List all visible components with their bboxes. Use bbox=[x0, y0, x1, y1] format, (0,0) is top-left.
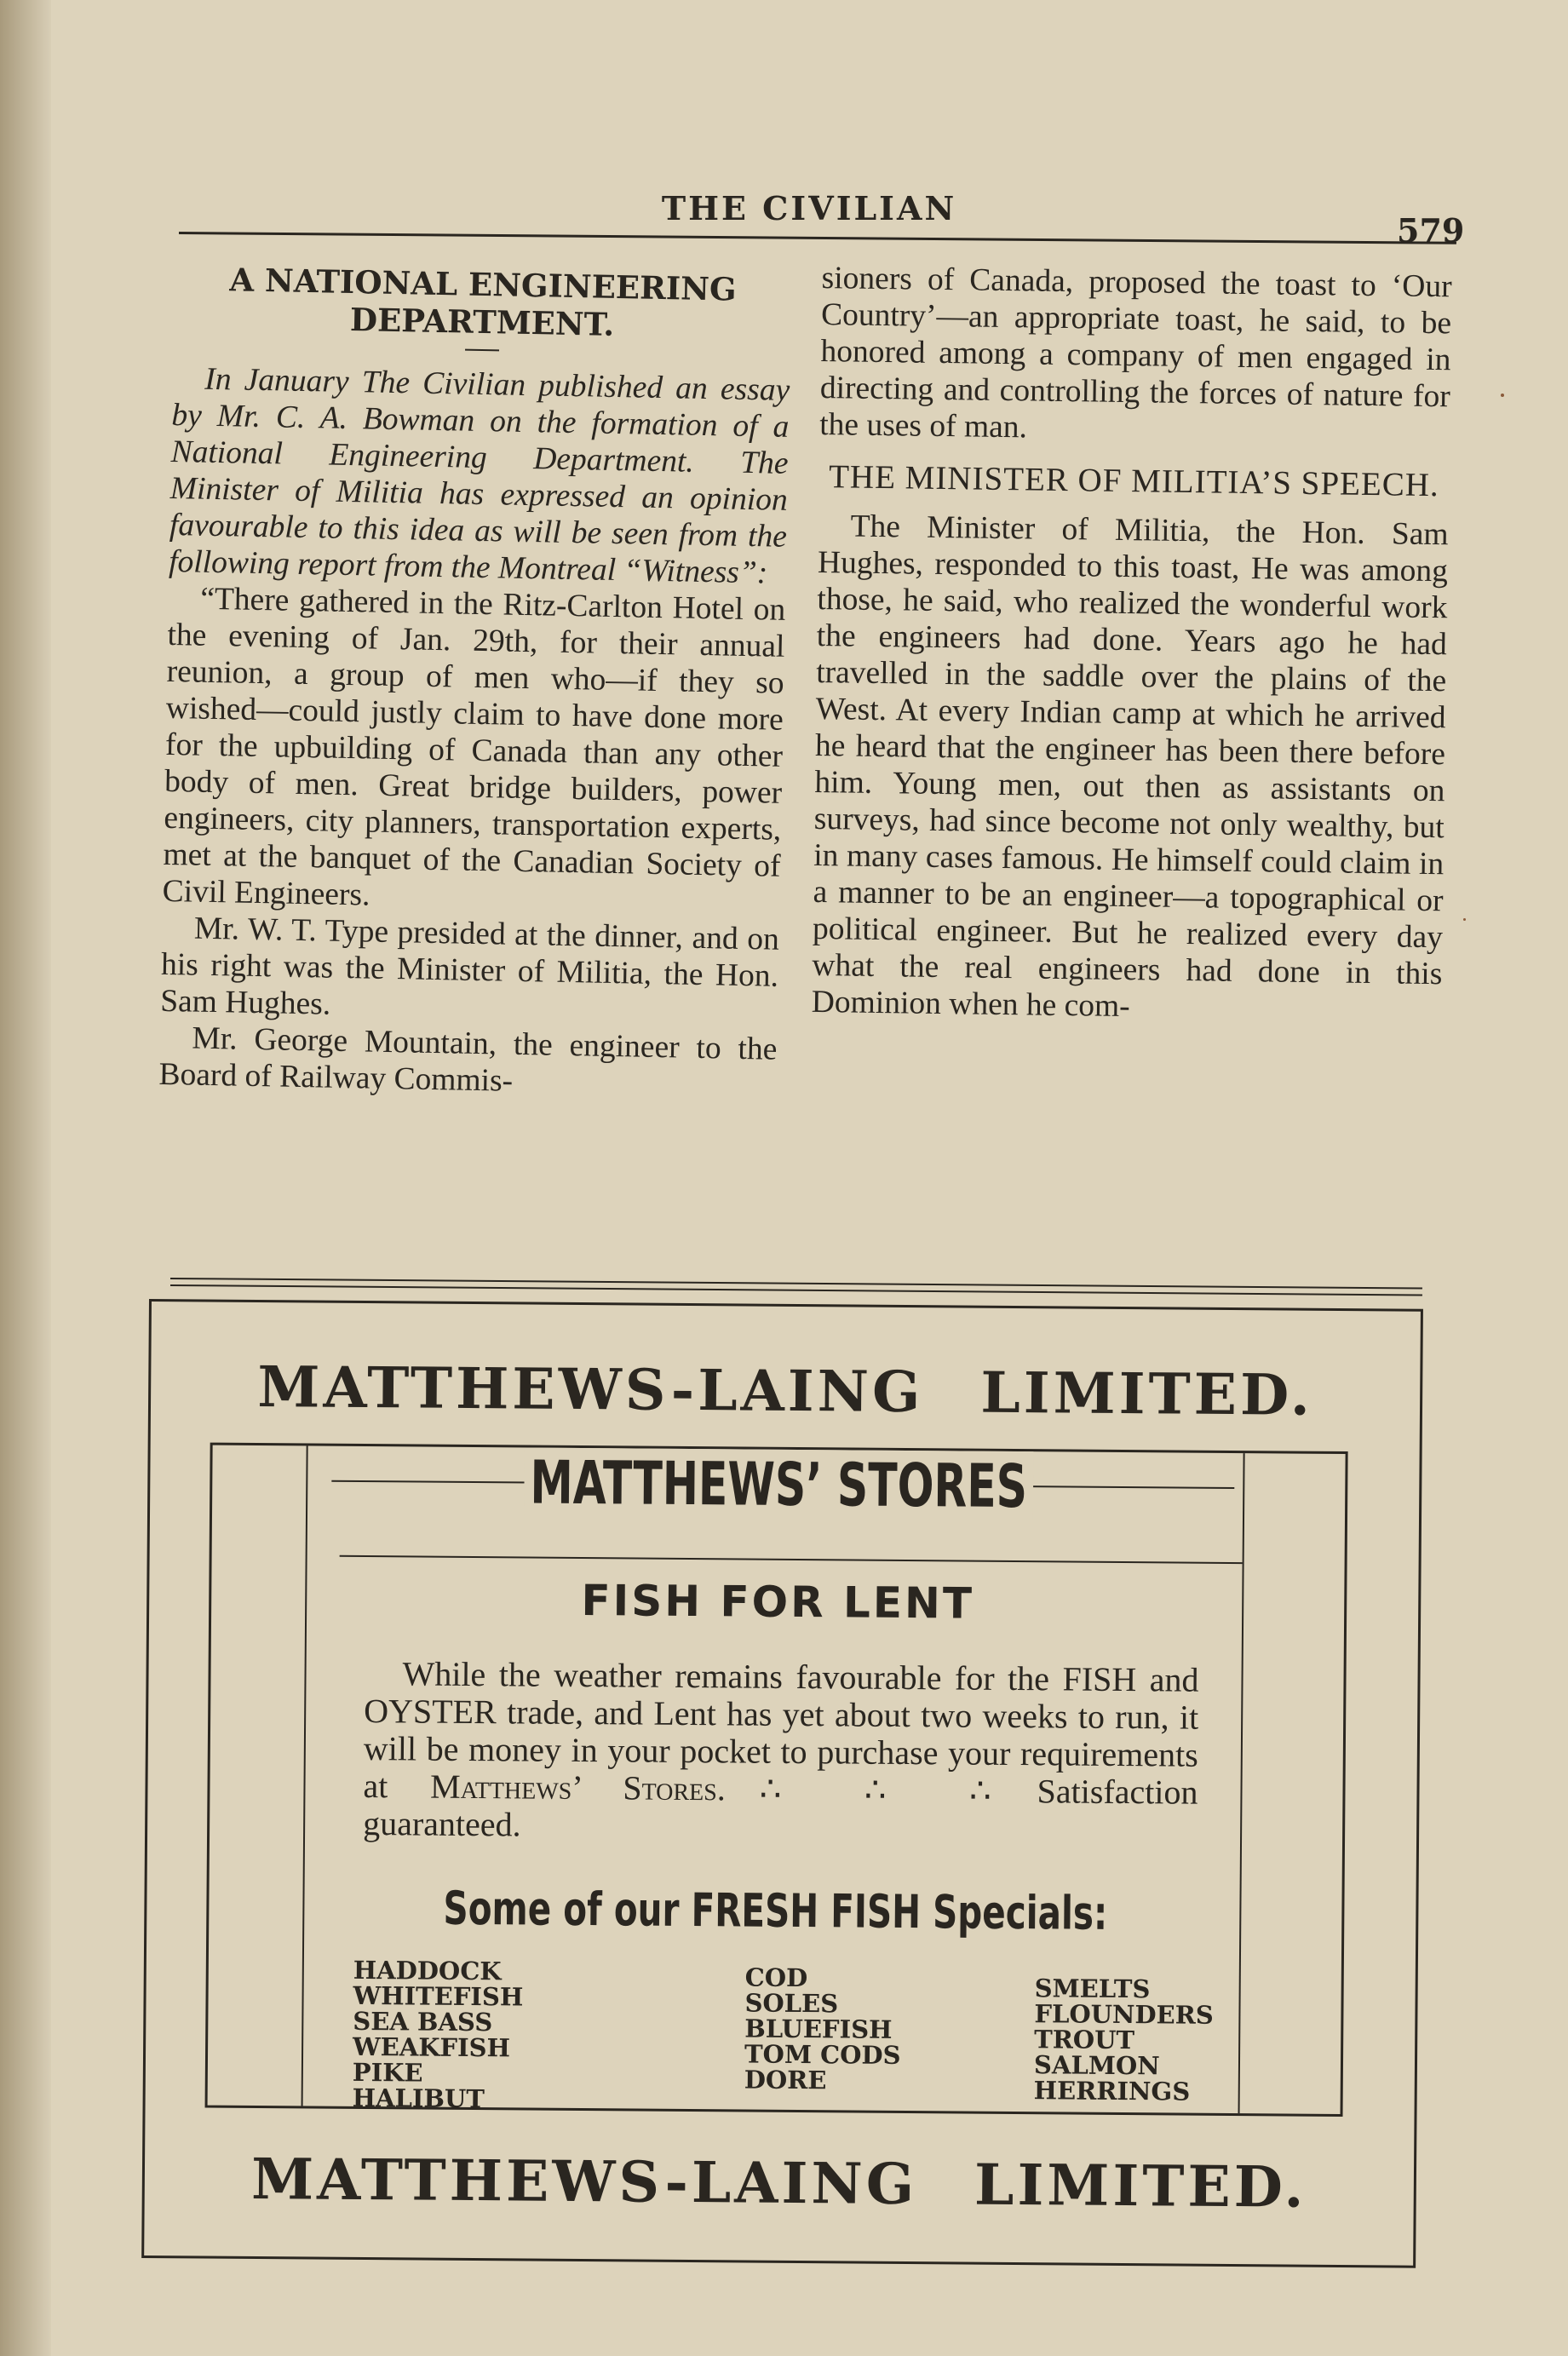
article-paragraph: Mr. W. T. Type presided at the dinner, and on his right was the Minister of Militia, the Hon. Sam Hughes. bbox=[159, 911, 780, 1022]
ad-banner-bottom: MATTHEWS-LAING LIMITED. bbox=[250, 2145, 1307, 2221]
fish-list-column-3 bbox=[1034, 1975, 1215, 2105]
fish-item: SMELTS bbox=[1034, 1974, 1151, 2004]
fish-item: PIKE bbox=[352, 2057, 423, 2088]
fish-item: WHITEFISH bbox=[353, 1980, 524, 2012]
stores-title-text: MATTHEWS’ STORES bbox=[524, 1447, 1033, 1521]
stores-title bbox=[370, 1446, 1186, 1523]
section-heading: THE MINISTER OF MILITIA’S SPEECH. bbox=[828, 458, 1439, 504]
page-number: 579 bbox=[1397, 211, 1465, 250]
ad-store-name: Matthews’ Stores. bbox=[429, 1767, 727, 1808]
ad-dots: ∴ ∴ ∴ bbox=[759, 1769, 1012, 1810]
ad-right-rule bbox=[1238, 1453, 1245, 2113]
article-title: A NATIONAL ENGINEERING DEPARTMENT. bbox=[229, 261, 737, 343]
fish-list-column-2 bbox=[744, 1962, 902, 2095]
fish-item: DORE bbox=[744, 2065, 827, 2095]
article-right-column bbox=[812, 260, 1452, 1029]
page-edge-shadow bbox=[0, 0, 51, 2356]
fish-list-column-1 bbox=[353, 1957, 524, 2112]
ad-left-rule bbox=[302, 1445, 308, 2106]
fish-item: HERRINGS bbox=[1033, 2076, 1191, 2106]
ad-body bbox=[363, 1655, 1199, 1849]
paper-speck bbox=[1501, 394, 1504, 397]
fish-item: TOM CODS bbox=[744, 2039, 901, 2070]
fish-item: BLUEFISH bbox=[744, 2014, 893, 2044]
fish-item: SOLES bbox=[744, 1988, 839, 2019]
running-head: THE CIVILIAN bbox=[661, 189, 957, 227]
fish-item: SEA BASS bbox=[353, 2006, 493, 2037]
header-rule bbox=[179, 232, 1456, 244]
article-paragraph: Mr. George Mountain, the engineer to the Board of Railway Commis- bbox=[158, 1020, 778, 1099]
article-intro: In January The Civilian published an essay by Mr. C. A. Bowman on the formation of a National Engineering Department. The Minister of Militia has expressed an opinion favourable to this idea as will be seen from the following report from the Montreal “Witness”: bbox=[168, 361, 790, 591]
fish-item: TROUT bbox=[1034, 2025, 1135, 2055]
ad-inner-box bbox=[205, 1443, 1348, 2117]
ad-body-paragraph bbox=[363, 1655, 1199, 1849]
fish-item: WEAKFISH bbox=[352, 2031, 511, 2063]
ad-body-text: While the weather remains favourable for the FISH and OYSTER trade, and Lent has yet about two weeks to run, it will be money in your pocket to purchase your requirements at bbox=[363, 1654, 1199, 1806]
paper-speck bbox=[1463, 918, 1466, 921]
fish-item: HADDOCK bbox=[353, 1955, 502, 1986]
advertisement-box bbox=[141, 1299, 1423, 2268]
article-continuation: sioners of Canada, proposed the toast to ‘Our Country’—an appropriate toast, he said, to be honored among a company of men engaged in directing and controlling the forces of nature for the uses of man. bbox=[819, 260, 1452, 445]
ad-banner-top: MATTHEWS-LAING LIMITED. bbox=[257, 1353, 1314, 1428]
article-paragraph: “There gathered in the Ritz-Carlton Hotel on the evening of Jan. 29th, for their annual reunion, a group of men who—if they so wished—could justly claim to have done more for the upbuilding of Canada than any other body of men. Great bridge builders, power engineers, city planners, transportation experts, met at the banquet of the Canadian Society of Civil Engineers. bbox=[162, 581, 786, 913]
fish-item: HALIBUT bbox=[352, 2083, 485, 2114]
fish-item: FLOUNDERS bbox=[1034, 1999, 1214, 2030]
section-paragraph: The Minister of Militia, the Hon. Sam Hughes, responded to this toast, He was among those, he said, who realized the wonderful work the engineers had done. Years ago he had travelled in the saddle over the plains of the West. At every Indian camp at which he arrived he heard that the engineer has been there before him. Young men, out then as assistants on surveys, had since become not only wealthy, but in many cases famous. He himself could claim in a manner to be an engineer—a topographical or political engineer. But he realized every day what the real engineers had done in this Dominion when he com- bbox=[811, 509, 1449, 1025]
ad-guarantee: Satisfaction guaranteed. bbox=[362, 1772, 1198, 1844]
fish-item: SALMON bbox=[1033, 2050, 1160, 2081]
stores-underline bbox=[340, 1555, 1243, 1564]
specials-heading: Some of our FRESH FISH Specials: bbox=[443, 1881, 1108, 1940]
ad-headline: FISH FOR LENT bbox=[581, 1575, 975, 1629]
title-rule bbox=[465, 349, 499, 352]
fish-item: COD bbox=[744, 1962, 808, 1993]
article-left-column bbox=[158, 260, 792, 1105]
